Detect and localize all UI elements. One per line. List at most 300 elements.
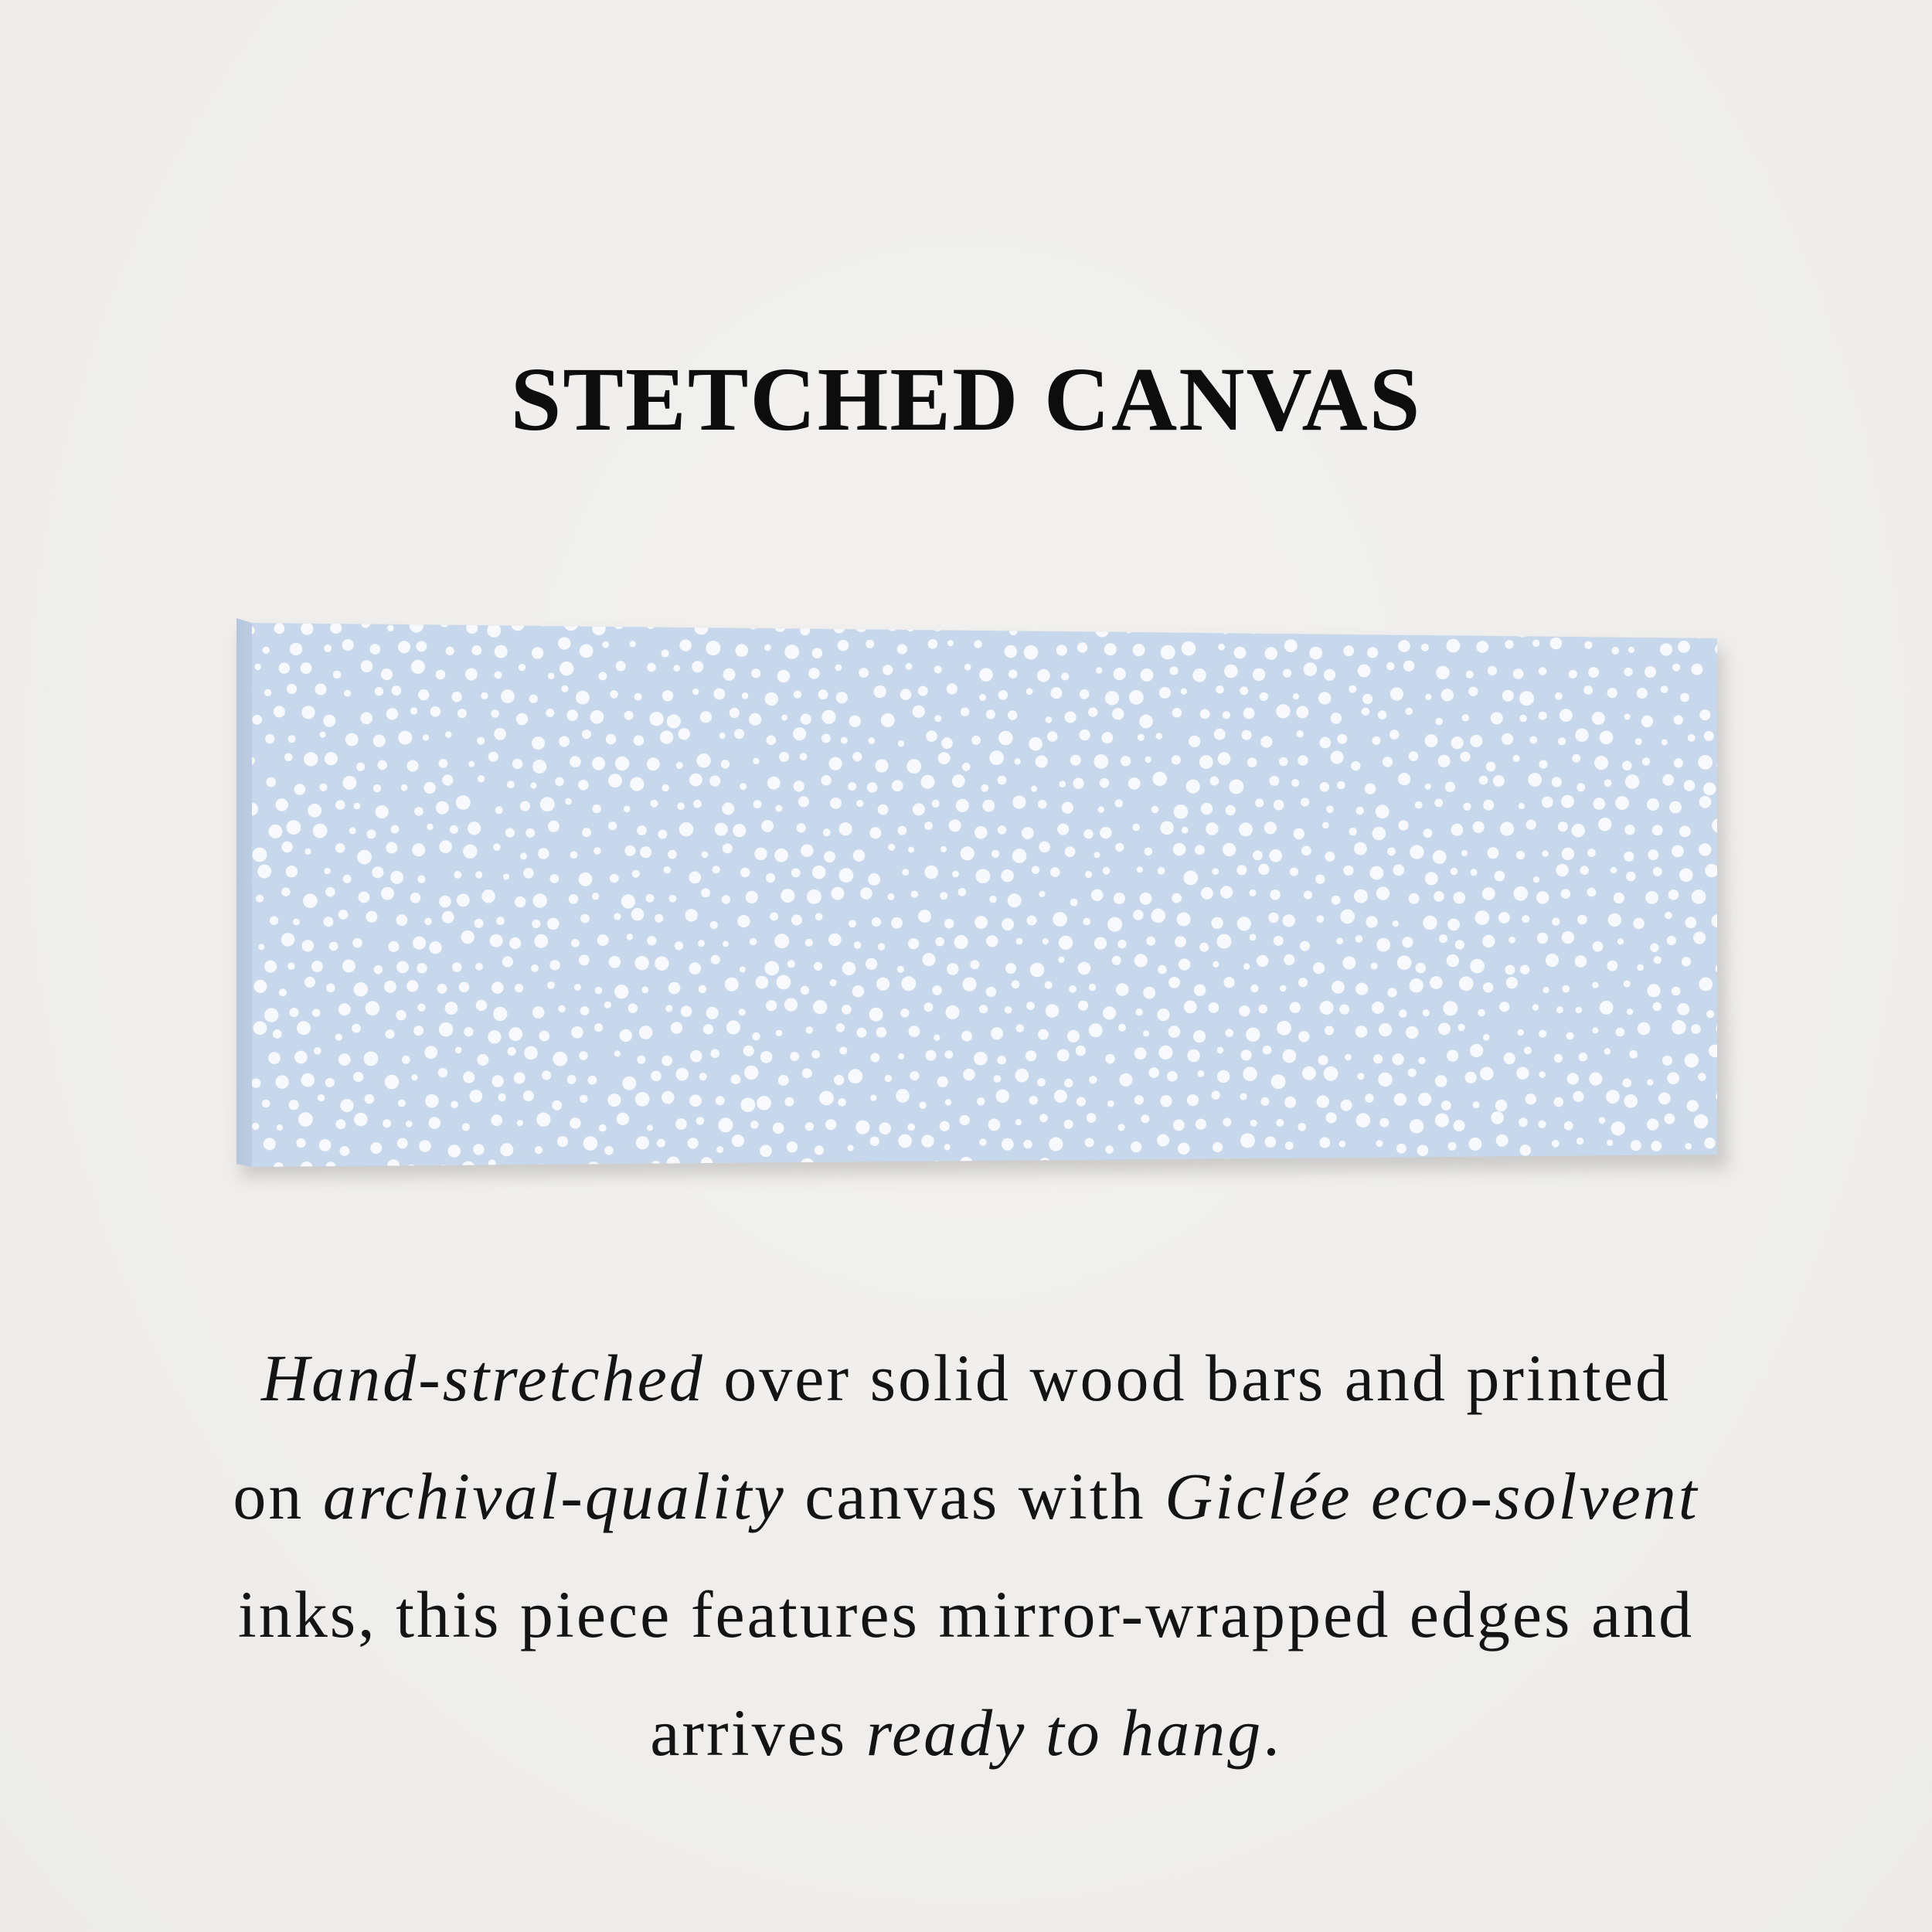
polka-dot xyxy=(1495,871,1505,882)
polka-dot xyxy=(546,709,554,717)
polka-dot xyxy=(701,888,710,897)
polka-dot xyxy=(555,777,564,787)
polka-dot xyxy=(1386,662,1395,671)
polka-dot xyxy=(354,803,361,810)
polka-dot xyxy=(1237,917,1251,930)
polka-dot xyxy=(1079,730,1090,740)
polka-dot xyxy=(1050,687,1062,699)
polka-dot xyxy=(1269,776,1279,786)
polka-dot xyxy=(352,938,362,948)
polka-dot xyxy=(429,941,441,954)
polka-dot xyxy=(256,895,264,903)
polka-dot xyxy=(898,740,904,747)
polka-dot xyxy=(1423,828,1433,838)
polka-dot xyxy=(595,987,602,994)
polka-dot xyxy=(944,1144,951,1150)
polka-dot xyxy=(1290,868,1298,876)
polka-dot xyxy=(1313,962,1325,974)
polka-dot xyxy=(354,1113,368,1127)
polka-dot xyxy=(398,731,412,745)
polka-dot xyxy=(1274,800,1284,811)
description-line-2 xyxy=(155,1437,1777,1556)
polka-dot xyxy=(1423,916,1437,930)
polka-dot xyxy=(761,820,774,832)
polka-dot xyxy=(1733,959,1742,968)
polka-dot xyxy=(1584,641,1592,649)
polka-dot xyxy=(308,804,321,818)
polka-dot xyxy=(866,958,877,970)
polka-dot xyxy=(609,956,621,968)
polka-dot xyxy=(374,965,383,974)
polka-dot xyxy=(1217,1047,1224,1054)
polka-dot xyxy=(662,784,669,792)
polka-dot xyxy=(888,844,895,851)
polka-dot xyxy=(1575,729,1588,742)
polka-dot xyxy=(397,1138,408,1149)
polka-dot xyxy=(279,662,290,673)
polka-dot xyxy=(602,641,609,648)
polka-dot xyxy=(1561,889,1571,899)
polka-dot xyxy=(330,622,342,634)
polka-dot xyxy=(1341,1100,1352,1111)
polka-dot xyxy=(319,1139,332,1151)
polka-dot xyxy=(1340,910,1355,924)
polka-dot xyxy=(1316,915,1324,923)
polka-dot xyxy=(918,910,931,923)
polka-dot xyxy=(1730,893,1738,901)
polka-dot xyxy=(784,1097,794,1107)
polka-dot xyxy=(1257,955,1268,967)
polka-dot xyxy=(1089,1076,1097,1083)
polka-dot xyxy=(1515,623,1530,638)
polka-dot xyxy=(736,644,749,657)
polka-dot xyxy=(1160,1095,1172,1107)
polka-dot xyxy=(1651,1141,1662,1151)
polka-dot xyxy=(689,872,701,884)
polka-dot xyxy=(1478,1009,1485,1017)
polka-dot xyxy=(508,1047,516,1056)
polka-dot xyxy=(356,763,365,771)
polka-dot xyxy=(1369,866,1383,880)
polka-dot xyxy=(630,641,636,647)
polka-dot xyxy=(958,888,967,896)
polka-dot xyxy=(1647,1118,1658,1130)
polka-dot xyxy=(505,828,515,838)
polka-dot xyxy=(1069,985,1077,993)
polka-dot xyxy=(1624,825,1634,835)
polka-dot xyxy=(1738,691,1744,697)
polka-dot xyxy=(855,620,868,632)
polka-dot xyxy=(475,963,483,971)
polka-dot xyxy=(1039,842,1050,853)
polka-dot xyxy=(935,937,944,947)
polka-dot xyxy=(706,641,720,655)
polka-dot xyxy=(430,706,441,717)
polka-dot xyxy=(1199,620,1212,632)
polka-dot xyxy=(396,914,408,926)
polka-dot xyxy=(1406,1026,1419,1039)
polka-dot xyxy=(1301,846,1311,856)
polka-dot xyxy=(1138,734,1145,741)
polka-dot xyxy=(1409,893,1420,904)
polka-dot xyxy=(1315,874,1325,883)
polka-dot xyxy=(1213,1142,1223,1152)
polka-dot xyxy=(637,1056,645,1064)
polka-dot xyxy=(989,896,997,903)
polka-dot xyxy=(1342,957,1355,970)
polka-dot xyxy=(1284,954,1294,965)
polka-dot xyxy=(450,825,458,834)
polka-dot xyxy=(1119,1073,1132,1087)
polka-dot xyxy=(852,752,862,761)
polka-dot xyxy=(1738,645,1750,657)
polka-dot xyxy=(293,919,300,926)
polka-dot xyxy=(1129,690,1144,705)
polka-dot xyxy=(1170,666,1179,675)
polka-dot xyxy=(813,1000,827,1014)
polka-dot xyxy=(801,844,814,857)
polka-dot xyxy=(264,1008,278,1022)
polka-dot xyxy=(1016,1024,1024,1032)
polka-dot xyxy=(1483,1034,1490,1041)
polka-dot xyxy=(1519,1117,1528,1127)
polka-dot xyxy=(1475,910,1490,925)
polka-dot xyxy=(594,1023,603,1032)
polka-dot xyxy=(342,639,354,651)
canvas-side-edge xyxy=(236,618,252,1167)
polka-dot xyxy=(1008,710,1018,720)
polka-dot xyxy=(264,961,277,973)
polka-dot xyxy=(1611,1121,1625,1135)
polka-dot xyxy=(675,1118,687,1130)
polka-dot xyxy=(335,1119,345,1129)
polka-dot xyxy=(1580,866,1589,875)
polka-dot xyxy=(1345,1054,1352,1061)
polka-dot xyxy=(423,734,429,740)
polka-dot xyxy=(1463,803,1471,811)
polka-dot xyxy=(1434,799,1443,808)
polka-dot xyxy=(1691,664,1702,675)
polka-dot xyxy=(998,776,1007,785)
polka-dot xyxy=(699,985,707,994)
polka-dot xyxy=(593,804,601,813)
polka-dot xyxy=(289,1100,299,1110)
polka-dot xyxy=(742,692,749,699)
polka-dot xyxy=(627,934,633,940)
polka-dot xyxy=(723,843,733,853)
polka-dot xyxy=(515,896,526,907)
polka-dot xyxy=(1279,757,1288,767)
polka-dot xyxy=(1457,627,1464,634)
polka-dot xyxy=(1405,708,1413,716)
polka-dot xyxy=(797,823,806,832)
polka-dot xyxy=(1513,886,1528,901)
polka-dot xyxy=(778,1075,789,1086)
polka-dot xyxy=(1741,734,1753,746)
polka-dot xyxy=(1046,1004,1059,1017)
polka-dot xyxy=(1053,912,1067,927)
polka-dot xyxy=(1410,978,1423,992)
polka-dot xyxy=(451,1101,458,1109)
polka-dot xyxy=(1178,1143,1190,1155)
polka-dot xyxy=(798,796,809,807)
polka-dot xyxy=(580,1095,588,1104)
polka-dot xyxy=(719,733,726,739)
polka-dot xyxy=(315,684,327,696)
polka-dot xyxy=(1699,796,1712,808)
polka-dot xyxy=(744,1066,758,1080)
polka-dot xyxy=(1070,899,1078,906)
polka-dot xyxy=(669,895,677,903)
polka-dot xyxy=(994,1075,1002,1083)
polka-dot xyxy=(750,938,757,946)
polka-dot xyxy=(1647,798,1659,811)
polka-dot xyxy=(1195,845,1205,855)
polka-dot xyxy=(1542,850,1548,856)
polka-dot xyxy=(532,736,545,750)
polka-dot xyxy=(940,1121,950,1131)
polka-dot xyxy=(1296,706,1308,719)
polka-dot xyxy=(1239,1005,1250,1016)
polka-dot xyxy=(1593,941,1604,952)
polka-dot xyxy=(1284,1097,1296,1108)
polka-dot xyxy=(662,1056,672,1066)
polka-dot xyxy=(1658,1093,1671,1105)
polka-dot xyxy=(326,984,335,993)
polka-dot xyxy=(1435,1075,1447,1087)
polka-dot xyxy=(732,1134,744,1147)
polka-dot xyxy=(1577,783,1585,791)
polka-dot xyxy=(986,709,995,719)
polka-dot xyxy=(1302,1066,1316,1080)
page-title: STETCHED CANVAS xyxy=(510,349,1422,450)
polka-dot xyxy=(442,774,453,785)
polka-dot xyxy=(1536,891,1549,904)
polka-dot xyxy=(1332,896,1341,905)
polka-dot xyxy=(436,801,449,815)
polka-dot xyxy=(1665,912,1672,920)
polka-dot xyxy=(492,1075,503,1087)
polka-dot xyxy=(1339,1141,1346,1148)
polka-dot xyxy=(1616,1028,1625,1037)
polka-dot xyxy=(425,1094,439,1108)
polka-dot xyxy=(1647,984,1660,997)
polka-dot xyxy=(883,665,893,675)
polka-dot xyxy=(896,1089,910,1103)
polka-dot xyxy=(976,869,991,883)
polka-dot xyxy=(1059,936,1073,950)
polka-dot xyxy=(760,1051,773,1063)
polka-dot xyxy=(964,615,978,628)
polka-dot xyxy=(1096,667,1102,673)
polka-dot xyxy=(1220,886,1233,898)
polka-dot xyxy=(1622,1079,1631,1088)
polka-dot xyxy=(1539,1030,1546,1038)
polka-dot xyxy=(954,935,968,949)
polka-dot xyxy=(1062,802,1073,814)
polka-dot xyxy=(908,847,914,853)
polka-dot xyxy=(457,709,467,718)
polka-dot xyxy=(1473,1101,1480,1108)
polka-dot xyxy=(870,1095,876,1101)
polka-dot xyxy=(740,783,747,790)
polka-dot xyxy=(1196,1119,1206,1130)
polka-dot xyxy=(1054,1090,1067,1103)
polka-dot xyxy=(361,618,370,628)
polka-dot xyxy=(807,889,821,904)
polka-dot xyxy=(971,736,981,745)
polka-dot xyxy=(1438,1022,1451,1035)
polka-dot xyxy=(1212,868,1219,875)
polka-dot xyxy=(1143,1030,1149,1036)
polka-dot xyxy=(838,640,849,651)
polka-dot xyxy=(1519,691,1534,706)
polka-dot xyxy=(1264,821,1277,834)
polka-dot xyxy=(1249,889,1256,896)
polka-dot xyxy=(1460,752,1470,762)
polka-dot xyxy=(944,919,954,929)
polka-dot xyxy=(1029,1096,1038,1104)
polka-dot xyxy=(359,892,370,903)
polka-dot xyxy=(1027,916,1037,926)
polka-dot xyxy=(580,645,594,658)
polka-dot xyxy=(836,1023,845,1032)
polka-dot xyxy=(1667,1072,1679,1084)
polka-dot xyxy=(1448,1142,1457,1151)
polka-dot xyxy=(1513,668,1524,679)
polka-dot xyxy=(1372,736,1380,745)
polka-dot xyxy=(869,827,881,838)
polka-dot xyxy=(1654,956,1662,964)
polka-dot xyxy=(592,893,599,900)
polka-dot xyxy=(774,621,786,632)
polka-dot xyxy=(1470,735,1482,747)
polka-dot xyxy=(1187,1049,1200,1063)
polka-dot xyxy=(461,930,474,944)
polka-dot xyxy=(276,798,288,811)
polka-dot xyxy=(646,894,655,903)
polka-dot xyxy=(615,757,629,770)
polka-dot xyxy=(848,1145,854,1151)
polka-dot xyxy=(676,762,683,769)
polka-dot xyxy=(1451,824,1464,836)
polka-dot xyxy=(376,805,389,818)
polka-dot xyxy=(1662,1056,1672,1066)
polka-dot xyxy=(767,777,781,790)
polka-dot xyxy=(1592,982,1598,988)
polka-dot xyxy=(647,621,655,629)
polka-dot xyxy=(493,1007,507,1021)
polka-dot xyxy=(1304,662,1318,676)
polka-dot xyxy=(1060,781,1066,787)
polka-dot xyxy=(1258,1005,1267,1014)
polka-dot xyxy=(318,1094,325,1101)
polka-dot xyxy=(760,1145,772,1157)
polka-dot xyxy=(1285,1141,1294,1150)
polka-dot xyxy=(1065,712,1077,723)
polka-dot xyxy=(1468,687,1478,696)
polka-dot xyxy=(1418,1057,1425,1064)
polka-dot xyxy=(1291,779,1299,787)
polka-dot xyxy=(1337,781,1345,790)
polka-dot xyxy=(791,915,802,926)
polka-dot xyxy=(1513,755,1520,762)
polka-dot xyxy=(1447,954,1459,967)
polka-dot xyxy=(1691,1024,1701,1034)
polka-dot xyxy=(384,981,396,993)
polka-dot xyxy=(1042,617,1052,628)
polka-dot xyxy=(926,730,937,742)
polka-dot xyxy=(1301,798,1309,806)
polka-dot xyxy=(1590,618,1600,628)
polka-dot xyxy=(503,874,509,880)
polka-dot xyxy=(1627,1009,1633,1015)
polka-dot xyxy=(1357,1073,1364,1080)
polka-dot xyxy=(1562,931,1574,944)
polka-dot xyxy=(287,684,297,694)
polka-dot xyxy=(1473,821,1485,833)
polka-dot xyxy=(478,775,485,782)
polka-dot xyxy=(740,1097,755,1112)
polka-dot xyxy=(343,875,352,883)
polka-dot xyxy=(897,966,904,973)
polka-dot xyxy=(1615,796,1629,810)
polka-dot xyxy=(1678,641,1690,653)
polka-dot xyxy=(1151,909,1166,923)
polka-dot xyxy=(1268,913,1278,923)
polka-dot xyxy=(264,689,271,696)
polka-dot xyxy=(721,760,730,768)
polka-dot xyxy=(1351,761,1360,770)
polka-dot xyxy=(539,618,548,627)
polka-dot xyxy=(678,617,687,626)
polka-dot xyxy=(538,848,549,859)
polka-dot xyxy=(1038,1029,1049,1040)
polka-dot xyxy=(731,1074,741,1084)
polka-dot xyxy=(253,1021,267,1035)
polka-dot xyxy=(383,1119,391,1128)
polka-dot xyxy=(1045,981,1053,989)
polka-dot xyxy=(926,1050,937,1061)
polka-dot xyxy=(509,1027,522,1041)
polka-dot xyxy=(1376,938,1390,952)
polka-dot xyxy=(1182,641,1196,656)
polka-dot xyxy=(647,1124,653,1131)
polka-dot xyxy=(831,887,844,900)
polka-dot xyxy=(1546,954,1559,967)
polka-dot xyxy=(488,752,498,762)
polka-dot xyxy=(1672,845,1684,858)
polka-dot xyxy=(468,821,481,835)
polka-dot xyxy=(1539,712,1547,720)
polka-dot xyxy=(1650,944,1659,953)
polka-dot xyxy=(1181,689,1187,695)
polka-dot xyxy=(558,1005,565,1012)
polka-dot xyxy=(606,734,617,745)
polka-dot xyxy=(1672,664,1680,672)
polka-dot xyxy=(560,662,573,675)
polka-dot xyxy=(1160,821,1174,835)
polka-dot xyxy=(311,961,323,972)
polka-dot xyxy=(579,954,590,965)
polka-dot xyxy=(1134,954,1148,967)
polka-dot xyxy=(1470,1044,1483,1057)
polka-dot xyxy=(1024,645,1039,660)
polka-dot xyxy=(1199,755,1213,769)
polka-dot xyxy=(340,1146,350,1156)
polka-dot xyxy=(264,1138,276,1150)
polka-dot xyxy=(1193,1030,1206,1043)
